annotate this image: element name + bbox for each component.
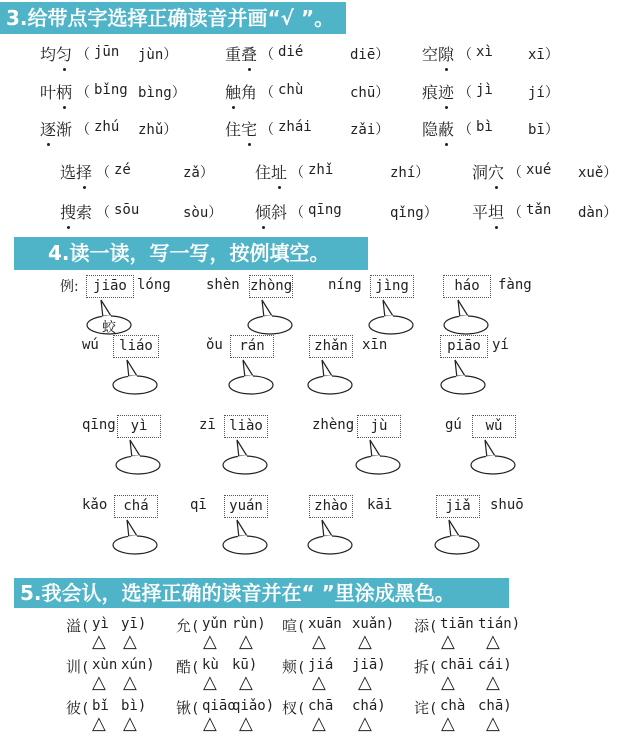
- pinyin-option-1: jiá: [308, 657, 334, 673]
- word-item: [472, 160, 504, 183]
- char-item: 添(: [414, 617, 438, 635]
- pinyin-target-box: yì: [117, 415, 161, 438]
- dotted-char: 蔽: [438, 117, 454, 140]
- pinyin-option-2[interactable]: zǎ）: [183, 165, 214, 181]
- open-paren: （: [96, 205, 110, 221]
- answer-triangle-1[interactable]: △: [203, 672, 217, 693]
- hanzi: 允: [176, 617, 192, 635]
- speech-bubble-icon: [367, 298, 415, 334]
- open-paren: （: [458, 47, 472, 63]
- pinyin-option-2: chá): [352, 698, 386, 714]
- pinyin-target-box: yuán: [224, 495, 268, 518]
- pinyin-target-box: chá: [114, 495, 158, 518]
- pinyin-given: zhèng: [312, 417, 355, 433]
- pinyin-target-box: piāo: [440, 335, 488, 358]
- speech-bubble-icon: [306, 358, 354, 394]
- pinyin-option-1: xùn: [92, 657, 118, 673]
- speech-bubble-icon: [111, 518, 159, 554]
- char-item: 酷(: [176, 658, 200, 676]
- pinyin-option-1: chà: [440, 698, 466, 714]
- answer-triangle-1[interactable]: △: [203, 631, 217, 652]
- answer-bubble[interactable]: [433, 518, 481, 554]
- answer-triangle-1[interactable]: △: [312, 672, 326, 693]
- pinyin-given: fàng: [498, 277, 532, 293]
- example-answer: 蛟: [102, 320, 116, 336]
- speech-bubble-icon: [221, 518, 269, 554]
- char-item: 喧(: [282, 617, 306, 635]
- pinyin-option-2[interactable]: zǎi）: [350, 122, 390, 138]
- pinyin-given: lóng: [137, 277, 171, 293]
- pinyin-option-1[interactable]: zhú: [94, 119, 120, 135]
- answer-triangle-2[interactable]: △: [123, 713, 137, 734]
- pinyin-given: zī: [199, 417, 216, 433]
- hanzi: 颊: [282, 658, 298, 676]
- char-item: 锹(: [176, 699, 200, 717]
- open-paren: （: [260, 122, 274, 138]
- answer-triangle-2[interactable]: △: [239, 631, 253, 652]
- char-item: 杈(: [282, 699, 306, 717]
- char: 重: [225, 45, 242, 64]
- pinyin-option-2[interactable]: bìng）: [138, 85, 186, 101]
- hanzi: 添: [414, 617, 430, 635]
- answer-bubble[interactable]: [439, 358, 487, 394]
- pinyin-option-1: chāi: [440, 657, 474, 673]
- section-4-title: 4.读一读，写一写，按例填空。: [14, 237, 368, 270]
- char: 选: [60, 163, 77, 182]
- answer-triangle-2[interactable]: △: [358, 672, 372, 693]
- char: 痕: [422, 83, 439, 102]
- dotted-char: 匀: [56, 42, 72, 65]
- section-5-title: 5.我会认，选择正确的读音并在“ ”里涂成黑色。: [14, 578, 509, 608]
- pinyin-given: ǒu: [206, 337, 223, 353]
- pinyin-option-2[interactable]: dàn）: [578, 205, 618, 221]
- pinyin-option-2: yī): [121, 616, 147, 632]
- pinyin-option-2[interactable]: zhǔ）: [138, 122, 178, 138]
- answer-triangle-1[interactable]: △: [92, 713, 106, 734]
- pinyin-option-2[interactable]: bī）: [528, 122, 559, 138]
- hanzi: 彼: [66, 699, 82, 717]
- hanzi: 训: [66, 658, 82, 676]
- answer-triangle-1[interactable]: △: [441, 672, 455, 693]
- pinyin-option-2[interactable]: xuě）: [578, 165, 618, 181]
- pinyin-option-2[interactable]: chū）: [350, 85, 390, 101]
- word-item: [40, 42, 72, 65]
- answer-bubble[interactable]: [85, 298, 133, 334]
- open-paren: （: [290, 165, 304, 181]
- answer-bubble[interactable]: [306, 518, 354, 554]
- pinyin-option-2[interactable]: qǐng）: [390, 205, 438, 221]
- hanzi: 喧: [282, 617, 298, 635]
- answer-bubble[interactable]: [114, 438, 162, 474]
- pinyin-target-box: jìng: [370, 275, 414, 298]
- pinyin-option-2[interactable]: xī）: [528, 47, 559, 63]
- pinyin-option-1[interactable]: bǐng: [94, 82, 128, 98]
- hanzi: 溢: [66, 617, 82, 635]
- pinyin-given: yí: [492, 337, 509, 353]
- pinyin-option-1: qiāo: [202, 698, 236, 714]
- speech-bubble-icon: [114, 438, 162, 474]
- dotted-char: 柄: [56, 80, 72, 103]
- pinyin-given: kāi: [367, 497, 393, 513]
- char: 平: [472, 203, 489, 222]
- open-paren: （: [76, 122, 90, 138]
- open-paren: （: [76, 85, 90, 101]
- dotted-char: 坦: [488, 200, 504, 223]
- word-item: [422, 117, 454, 140]
- pinyin-given: shèn: [206, 277, 240, 293]
- hanzi: 锹: [176, 699, 192, 717]
- pinyin-option-1[interactable]: xué: [526, 162, 552, 178]
- answer-bubble[interactable]: [246, 298, 294, 334]
- answer-bubble[interactable]: [354, 438, 402, 474]
- word-item: [255, 160, 287, 183]
- speech-bubble-icon: [227, 358, 275, 394]
- pinyin-option-1: tiān: [440, 616, 474, 632]
- speech-bubble-icon: [221, 438, 269, 474]
- answer-triangle-1[interactable]: △: [441, 631, 455, 652]
- pinyin-option-1[interactable]: zhǐ: [308, 162, 334, 178]
- speech-bubble-icon: [354, 438, 402, 474]
- char: 索: [76, 203, 93, 222]
- pinyin-option-1[interactable]: tǎn: [526, 202, 552, 218]
- char-item: 颊(: [282, 658, 306, 676]
- answer-bubble[interactable]: [442, 298, 490, 334]
- pinyin-target-box: jiāo: [86, 275, 134, 298]
- pinyin-given: xīn: [362, 337, 388, 353]
- pinyin-target-box: háo: [443, 275, 491, 298]
- dotted-char: 隙: [438, 42, 454, 65]
- pinyin-option-2[interactable]: jí）: [528, 85, 559, 101]
- pinyin-option-2[interactable]: diē）: [350, 47, 390, 63]
- answer-bubble[interactable]: [306, 358, 354, 394]
- answer-triangle-2[interactable]: △: [486, 672, 500, 693]
- example-label: 例:: [60, 279, 79, 295]
- open-paren: （: [290, 205, 304, 221]
- pinyin-option-1[interactable]: jūn: [94, 44, 120, 60]
- pinyin-given: qī: [190, 497, 207, 513]
- open-paren: （: [260, 85, 274, 101]
- pinyin-target-box: wǔ: [472, 415, 516, 438]
- char: 隐: [422, 120, 439, 139]
- pinyin-option-2: chā): [478, 698, 512, 714]
- answer-triangle-1[interactable]: △: [312, 713, 326, 734]
- answer-bubble[interactable]: [221, 438, 269, 474]
- pinyin-option-2[interactable]: jùn）: [138, 47, 178, 63]
- char-item: 训(: [66, 658, 90, 676]
- pinyin-option-1: xuān: [308, 616, 342, 632]
- answer-triangle-2[interactable]: △: [486, 713, 500, 734]
- answer-bubble[interactable]: [111, 358, 159, 394]
- hanzi: 杈: [282, 699, 298, 717]
- pinyin-option-1[interactable]: qīng: [308, 202, 342, 218]
- pinyin-option-1: chā: [308, 698, 334, 714]
- word-item: [255, 200, 287, 223]
- pinyin-given: wú: [82, 337, 99, 353]
- open-paren: （: [260, 47, 274, 63]
- word-item: [225, 117, 257, 140]
- pinyin-target-box: zhòng: [249, 275, 293, 298]
- char-item: 彼(: [66, 699, 90, 717]
- answer-triangle-1[interactable]: △: [441, 713, 455, 734]
- word-item: [60, 160, 92, 183]
- pinyin-option-1: kù: [202, 657, 219, 673]
- char: 角: [241, 83, 258, 102]
- pinyin-option-1: yì: [92, 616, 109, 632]
- dotted-char: 搜: [60, 200, 76, 223]
- word-item: [225, 80, 257, 103]
- answer-triangle-2[interactable]: △: [358, 713, 372, 734]
- pinyin-option-2[interactable]: sòu）: [183, 205, 223, 221]
- pinyin-given: níng: [328, 277, 362, 293]
- pinyin-option-2: jiā): [352, 657, 386, 673]
- pinyin-option-1[interactable]: sōu: [114, 202, 140, 218]
- answer-triangle-2[interactable]: △: [239, 672, 253, 693]
- word-item: [225, 42, 257, 65]
- section-3-title: 3.给带点字选择正确读音并画“√ ”。: [0, 2, 346, 34]
- hanzi: 酷: [176, 658, 192, 676]
- pinyin-option-2: kū): [232, 657, 258, 673]
- pinyin-option-2: qiǎo): [232, 698, 275, 714]
- pinyin-target-box: jiǎ: [436, 495, 480, 518]
- pinyin-option-1[interactable]: chù: [278, 82, 304, 98]
- dotted-char: 址: [271, 160, 287, 183]
- char: 空: [422, 45, 439, 64]
- word-item: [40, 117, 72, 140]
- pinyin-target-box: jù: [357, 415, 401, 438]
- answer-bubble[interactable]: [227, 358, 275, 394]
- speech-bubble-icon: [246, 298, 294, 334]
- speech-bubble-icon: [433, 518, 481, 554]
- speech-bubble-icon: [469, 438, 517, 474]
- answer-bubble[interactable]: [367, 298, 415, 334]
- pinyin-target-box: zhào: [309, 495, 353, 518]
- char-item: 拆(: [414, 658, 438, 676]
- pinyin-option-2: xún): [121, 657, 155, 673]
- answer-triangle-2[interactable]: △: [123, 672, 137, 693]
- word-item: [40, 80, 72, 103]
- speech-bubble-icon: [306, 518, 354, 554]
- pinyin-given: shuō: [490, 497, 524, 513]
- pinyin-option-2: cái): [478, 657, 512, 673]
- char: 渐: [56, 120, 73, 139]
- answer-bubble[interactable]: [221, 518, 269, 554]
- pinyin-target-box: liáo: [113, 335, 159, 358]
- word-item: [60, 200, 92, 223]
- pinyin-target-box: zhǎn: [309, 335, 353, 358]
- pinyin-target-box: liào: [224, 415, 268, 438]
- hanzi: 拆: [414, 658, 430, 676]
- char: 住: [255, 163, 272, 182]
- char: 叶: [40, 83, 57, 102]
- pinyin-option-2[interactable]: zhí）: [390, 165, 430, 181]
- char-item: 溢(: [66, 617, 90, 635]
- pinyin-option-1[interactable]: zé: [114, 162, 131, 178]
- dotted-char: 倾: [255, 200, 271, 223]
- answer-triangle-1[interactable]: △: [312, 631, 326, 652]
- pinyin-option-1[interactable]: xì: [476, 44, 493, 60]
- word-item: [422, 80, 454, 103]
- char-item: 允(: [176, 617, 200, 635]
- open-paren: （: [96, 165, 110, 181]
- open-paren: （: [508, 165, 522, 181]
- answer-triangle-2[interactable]: △: [239, 713, 253, 734]
- pinyin-given: qīng: [82, 417, 116, 433]
- dotted-char: 迹: [438, 80, 454, 103]
- answer-bubble[interactable]: [469, 438, 517, 474]
- answer-triangle-1[interactable]: △: [92, 631, 106, 652]
- dotted-char: 触: [225, 80, 241, 103]
- char: 洞: [472, 163, 489, 182]
- char-item: 诧(: [414, 699, 438, 717]
- open-paren: （: [458, 85, 472, 101]
- answer-triangle-2[interactable]: △: [123, 631, 137, 652]
- char: 均: [40, 45, 57, 64]
- pinyin-option-1[interactable]: jì: [476, 82, 493, 98]
- dotted-char: 择: [76, 160, 92, 183]
- answer-triangle-2[interactable]: △: [486, 631, 500, 652]
- word-item: [422, 42, 454, 65]
- word-item: [472, 200, 504, 223]
- pinyin-option-2: rùn): [232, 616, 266, 632]
- dotted-char: 穴: [488, 160, 504, 183]
- speech-bubble-icon: [442, 298, 490, 334]
- answer-bubble[interactable]: [111, 518, 159, 554]
- char: 斜: [271, 203, 288, 222]
- open-paren: （: [508, 205, 522, 221]
- dotted-char: 叠: [241, 42, 257, 65]
- speech-bubble-icon: [111, 358, 159, 394]
- pinyin-option-2: bì): [121, 698, 147, 714]
- pinyin-option-2: tián): [478, 616, 521, 632]
- pinyin-option-1: yǔn: [202, 616, 228, 632]
- answer-triangle-1[interactable]: △: [203, 713, 217, 734]
- pinyin-option-2: xuǎn): [352, 616, 395, 632]
- pinyin-option-1[interactable]: bì: [476, 119, 493, 135]
- answer-triangle-1[interactable]: △: [92, 672, 106, 693]
- open-paren: （: [76, 47, 90, 63]
- pinyin-option-1[interactable]: dié: [278, 44, 304, 60]
- pinyin-option-1[interactable]: zhái: [278, 119, 312, 135]
- dotted-char: 宅: [241, 117, 257, 140]
- char: 住: [225, 120, 242, 139]
- speech-bubble-icon: [439, 358, 487, 394]
- pinyin-given: kǎo: [82, 497, 108, 513]
- pinyin-target-box: rán: [230, 335, 274, 358]
- hanzi: 诧: [414, 699, 430, 717]
- open-paren: （: [458, 122, 472, 138]
- pinyin-option-1: bǐ: [92, 698, 109, 714]
- answer-triangle-2[interactable]: △: [358, 631, 372, 652]
- dotted-char: 逐: [40, 117, 56, 140]
- pinyin-given: gú: [445, 417, 462, 433]
